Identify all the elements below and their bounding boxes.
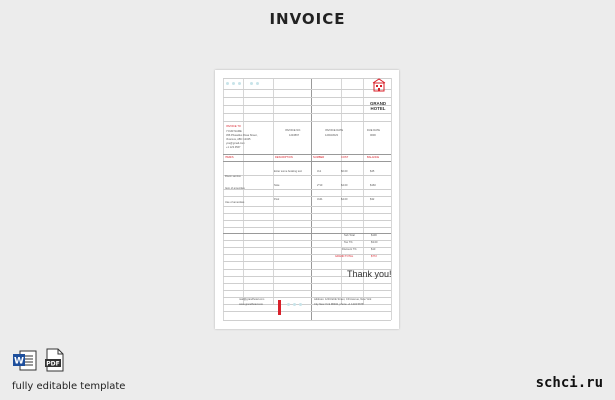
- contact-site: www.grandhotel.com: [239, 303, 264, 306]
- footer-accent-bar: [278, 300, 281, 315]
- item-balance: $160: [370, 184, 376, 187]
- item-name: Item of amenities: [225, 187, 245, 190]
- item-cost: $4.00: [341, 198, 348, 201]
- invoice-preview: [215, 70, 399, 329]
- decor-dot: [232, 82, 235, 85]
- client-line: 456 Phasellus Rosa Street,: [226, 134, 258, 137]
- table-header-cost: COST: [341, 156, 349, 159]
- meta-value: 0000: [370, 134, 376, 137]
- item-name: Use of amenities: [225, 201, 245, 204]
- decor-dot: [293, 303, 296, 306]
- hotel-name: [363, 101, 393, 111]
- brand-logo: schci.ru: [535, 375, 603, 391]
- decor-dot: [299, 303, 302, 306]
- item-balance: $32: [370, 198, 375, 201]
- pdf-badge-text: PDF: [46, 360, 60, 368]
- address-line: Address: 1234 ECE Street, CD Avenue, New York: [314, 298, 372, 301]
- table-header-number: NUMBER: [313, 156, 325, 159]
- decor-dot: [238, 82, 241, 85]
- hotel-name-line2: HOTEL: [370, 106, 386, 112]
- pdf-doc-icon: [44, 348, 66, 372]
- decor-dot: [287, 303, 290, 306]
- contact-email: mail@grandhotel.com: [239, 298, 265, 301]
- item-cost: $0.00: [341, 170, 348, 173]
- item-balance: $45: [370, 170, 375, 173]
- item-number: 3x01: [317, 198, 323, 201]
- client-line: you@gmail.com: [226, 142, 245, 145]
- item-cost: $4.00: [341, 184, 348, 187]
- grand-total-value: $772: [371, 255, 377, 258]
- meta-header: INVOICE NO.: [285, 129, 301, 132]
- discount-value: $10: [371, 248, 376, 251]
- discount-label: Discount 7%: [342, 248, 357, 251]
- client-line: Vivamus, ABC 12345: [226, 138, 251, 141]
- table-header-balance: BALANCE: [367, 156, 380, 159]
- hotel-building-icon: [371, 78, 387, 92]
- meta-header: DUE DATE: [367, 129, 380, 132]
- item-number: 2*10: [317, 184, 323, 187]
- client-line: +1 123 4567: [226, 146, 241, 149]
- hotel-name-line1: GRAND: [369, 101, 387, 106]
- item-description: Pool: [274, 198, 280, 201]
- page-title: INVOICE: [269, 10, 346, 28]
- meta-header: INVOICE DATE: [325, 129, 344, 132]
- item-description: Enter some booking text: [274, 170, 302, 173]
- meta-value: 1234567: [289, 134, 300, 137]
- word-badge-letter: W: [14, 356, 24, 367]
- subtotal-label: Sub Total: [344, 234, 355, 237]
- invoice-to-label: INVOICE TO: [226, 125, 241, 128]
- decor-dot: [226, 82, 229, 85]
- decor-dot: [250, 82, 253, 85]
- item-description: Note: [274, 184, 280, 187]
- client-line: YOUR NAME: [226, 130, 242, 133]
- item-number: 3x1: [317, 170, 322, 173]
- tax-label: Tax 7%: [344, 241, 353, 244]
- decor-dot: [256, 82, 259, 85]
- table-header-item: ITEM/S: [225, 156, 234, 159]
- word-doc-icon: [12, 349, 38, 371]
- thank-you-text: Thank you!: [347, 269, 392, 279]
- template-label: fully editable template: [12, 381, 126, 392]
- meta-value: 12/03/2023: [325, 134, 338, 137]
- tax-value: $3.00: [371, 241, 378, 244]
- subtotal-value: $100: [371, 234, 377, 237]
- address-line: City New York 98402, phone +1 1234 5678: [314, 303, 364, 306]
- item-name: Room service: [225, 175, 241, 178]
- table-header-description: DESCRIPTION: [275, 156, 293, 159]
- grand-total-label: GRAND TOTAL: [335, 255, 354, 258]
